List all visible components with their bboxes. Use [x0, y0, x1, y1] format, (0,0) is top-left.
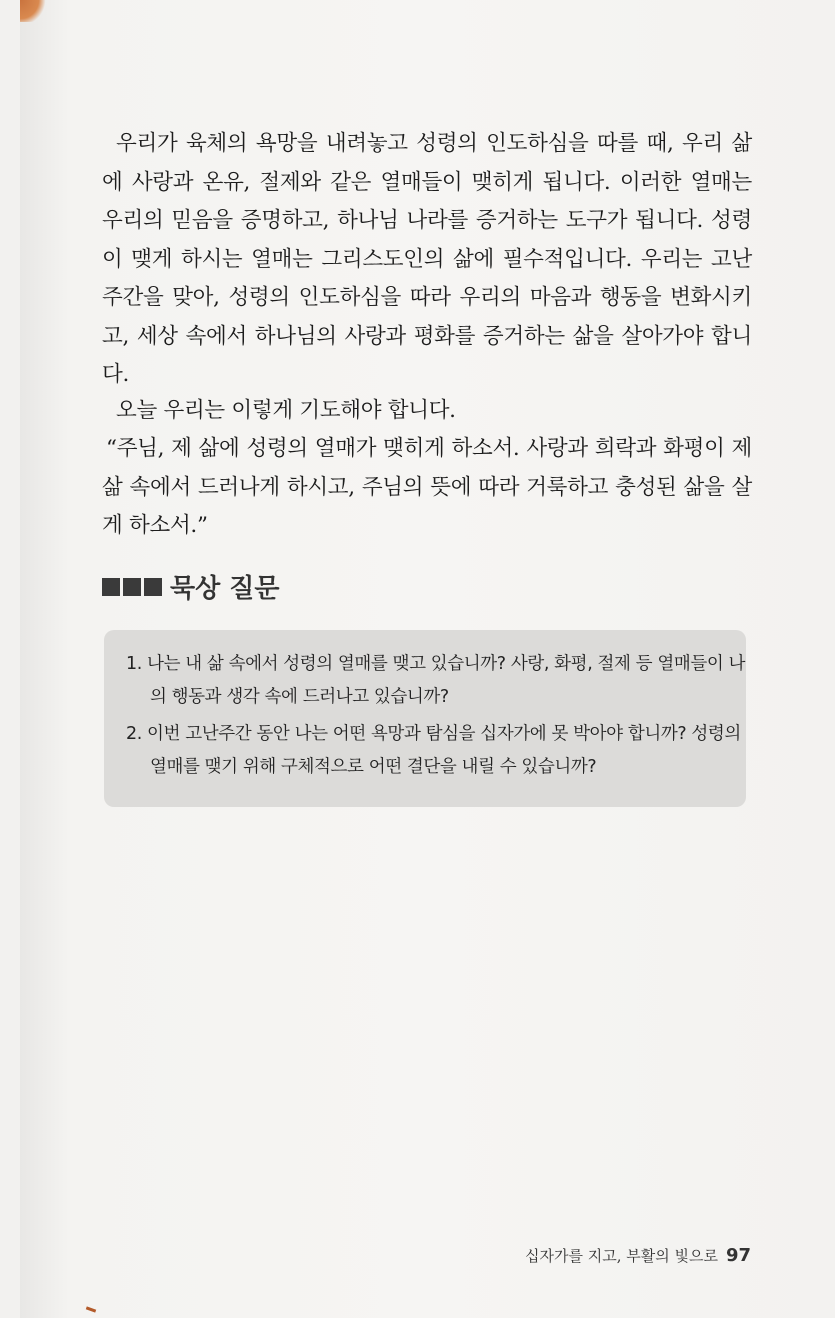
heading-square-bullets-icon [102, 578, 162, 596]
running-title: 십자가를 지고, 부활의 빛으로 [525, 1247, 718, 1265]
meditation-heading-text: 묵상 질문 [170, 574, 280, 604]
page-corner-decoration [20, 0, 46, 22]
question-1: 1. 나는 내 삶 속에서 성령의 열매를 맺고 있습니까? 사랑, 화평, 절제 등 열매들이 나의 행동과 생각 속에 드러나고 있습니까? [126, 654, 746, 707]
body-paragraph-1: 우리가 육체의 욕망을 내려놓고 성령의 인도하심을 따를 때, 우리 삶에 사랑과 온유, 절제와 같은 열매들이 맺히게 됩니다. 이러한 열매는 우리의 믿음을 증명하고, 하나님 나라를 증거하는 도구가 됩니다. 성령이 맺게 하시는 열매는 그리스도인의 삶에 필수적입니다. 우리는 고난주간을 맞아, 성령의 인도하심을 따라 우리의 마음과 행동을 변화시키고, 세상 속에서 하나님의 사랑과 평화를 증거하는 삶을 살아가야 합니다. [102, 131, 752, 387]
meditation-questions-box [104, 630, 746, 807]
question-2: 2. 이번 고난주간 동안 나는 어떤 욕망과 탐심을 십자가에 못 박아야 합니까? 성령의 열매를 맺기 위해 구체적으로 어떤 결단을 내릴 수 있습니까? [126, 724, 741, 777]
meditation-heading [102, 568, 280, 605]
body-paragraph-2: 오늘 우리는 이렇게 기도해야 합니다. [116, 398, 456, 423]
page-footer [525, 1245, 751, 1266]
book-page [20, 0, 835, 1318]
prayer-paragraph: “주님, 제 삶에 성령의 열매가 맺히게 하소서. 사랑과 희락과 화평이 제 삶 속에서 드러나게 하시고, 주님의 뜻에 따라 거룩하고 충성된 삶을 살게 하소서.” [102, 436, 752, 538]
page-edge-mark [86, 1306, 96, 1312]
page-number: 97 [725, 1245, 752, 1266]
